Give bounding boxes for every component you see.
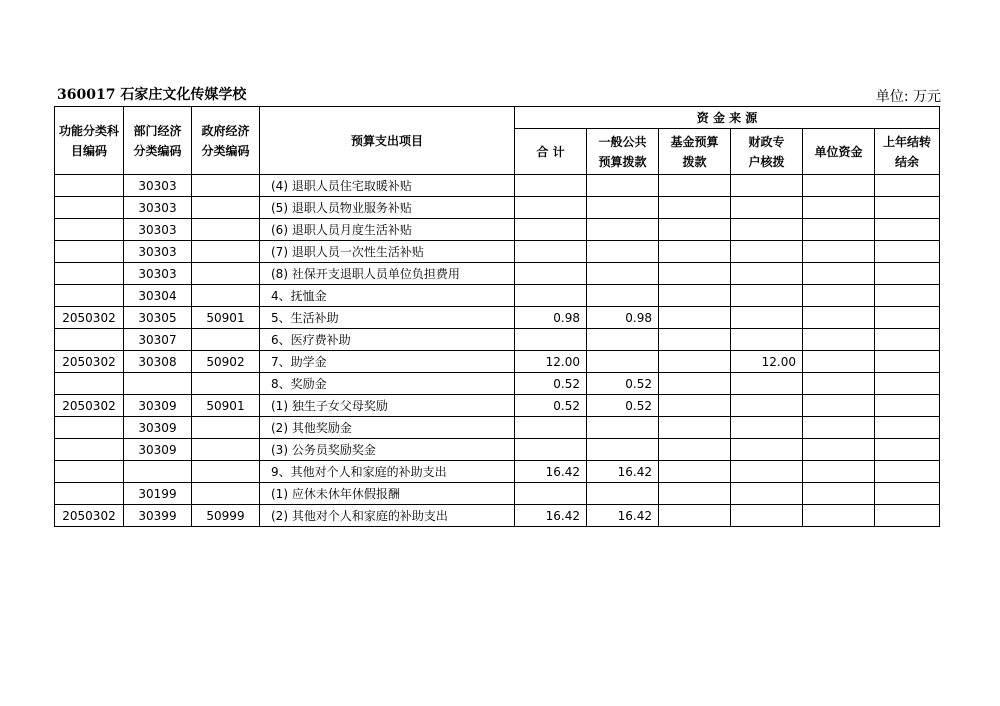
cell-unit-funds [803, 483, 875, 505]
cell-gov-code [192, 373, 260, 395]
cell-gov-code: 50901 [192, 395, 260, 417]
cell-carryover [875, 439, 940, 461]
cell-total: 0.52 [515, 395, 587, 417]
cell-total: 16.42 [515, 461, 587, 483]
cell-func-code [55, 285, 124, 307]
cell-gov-code [192, 483, 260, 505]
cell-dept-code [124, 461, 192, 483]
cell-special [731, 461, 803, 483]
cell-unit-funds [803, 219, 875, 241]
cell-fund [659, 439, 731, 461]
cell-fund [659, 351, 731, 373]
cell-general: 16.42 [587, 461, 659, 483]
header-item: 预算支出项目 [260, 107, 515, 175]
table-row [55, 285, 940, 307]
cell-gov-code [192, 197, 260, 219]
cell-unit-funds [803, 417, 875, 439]
cell-gov-code [192, 285, 260, 307]
cell-fund [659, 395, 731, 417]
cell-special [731, 307, 803, 329]
cell-general [587, 263, 659, 285]
cell-unit-funds [803, 197, 875, 219]
cell-total [515, 197, 587, 219]
cell-carryover [875, 241, 940, 263]
cell-fund [659, 241, 731, 263]
cell-dept-code: 30308 [124, 351, 192, 373]
cell-item: 7、助学金 [260, 351, 515, 373]
cell-general [587, 197, 659, 219]
cell-gov-code [192, 263, 260, 285]
cell-total [515, 263, 587, 285]
cell-func-code [55, 483, 124, 505]
cell-func-code [55, 417, 124, 439]
cell-fund [659, 197, 731, 219]
cell-special [731, 285, 803, 307]
cell-special [731, 417, 803, 439]
cell-item: (4) 退职人员住宅取暖补贴 [260, 175, 515, 197]
header-total: 合 计 [515, 129, 587, 175]
table-row [55, 241, 940, 263]
unit-name-title: 360017 石家庄文化传媒学校 [57, 87, 247, 103]
cell-special [731, 439, 803, 461]
cell-fund [659, 373, 731, 395]
table-row [55, 219, 940, 241]
cell-unit-funds [803, 505, 875, 527]
cell-carryover [875, 219, 940, 241]
cell-item: (6) 退职人员月度生活补贴 [260, 219, 515, 241]
cell-carryover [875, 307, 940, 329]
table-row [55, 461, 940, 483]
table-row [55, 175, 940, 197]
cell-total: 12.00 [515, 351, 587, 373]
cell-general: 0.52 [587, 395, 659, 417]
cell-fund [659, 505, 731, 527]
budget-expenditure-table [54, 106, 940, 527]
header-unit-funds: 单位资金 [803, 129, 875, 175]
cell-total [515, 417, 587, 439]
cell-general [587, 241, 659, 263]
header-func-code: 功能分类科目编码 [55, 107, 124, 175]
unit-label: 单位: 万元 [875, 89, 941, 105]
cell-fund [659, 307, 731, 329]
cell-gov-code: 50902 [192, 351, 260, 373]
cell-dept-code: 30304 [124, 285, 192, 307]
cell-item: (7) 退职人员一次性生活补贴 [260, 241, 515, 263]
cell-special [731, 329, 803, 351]
table-row [55, 483, 940, 505]
table-row [55, 329, 940, 351]
cell-unit-funds [803, 307, 875, 329]
cell-func-code: 2050302 [55, 395, 124, 417]
cell-special [731, 241, 803, 263]
cell-func-code [55, 175, 124, 197]
cell-fund [659, 483, 731, 505]
cell-special [731, 219, 803, 241]
cell-item: (1) 应休未休年休假报酬 [260, 483, 515, 505]
cell-func-code [55, 439, 124, 461]
cell-gov-code [192, 241, 260, 263]
cell-carryover [875, 175, 940, 197]
cell-item: (8) 社保开支退职人员单位负担费用 [260, 263, 515, 285]
table-row [55, 505, 940, 527]
cell-special [731, 263, 803, 285]
table-row [55, 351, 940, 373]
cell-fund [659, 329, 731, 351]
cell-special [731, 483, 803, 505]
cell-carryover [875, 329, 940, 351]
cell-dept-code [124, 373, 192, 395]
cell-fund [659, 263, 731, 285]
cell-carryover [875, 373, 940, 395]
cell-total [515, 219, 587, 241]
cell-gov-code [192, 329, 260, 351]
table-row [55, 197, 940, 219]
cell-total: 16.42 [515, 505, 587, 527]
cell-func-code [55, 461, 124, 483]
cell-item: (3) 公务员奖励奖金 [260, 439, 515, 461]
cell-func-code [55, 329, 124, 351]
cell-carryover [875, 461, 940, 483]
cell-gov-code: 50901 [192, 307, 260, 329]
cell-dept-code: 30303 [124, 241, 192, 263]
header-fund: 基金预算拨款 [659, 129, 731, 175]
cell-special [731, 175, 803, 197]
header-carryover: 上年结转结余 [875, 129, 940, 175]
cell-carryover [875, 197, 940, 219]
cell-dept-code: 30309 [124, 395, 192, 417]
cell-func-code [55, 197, 124, 219]
cell-carryover [875, 285, 940, 307]
cell-general: 0.98 [587, 307, 659, 329]
cell-special [731, 505, 803, 527]
cell-func-code [55, 241, 124, 263]
cell-special [731, 373, 803, 395]
cell-item: 4、抚恤金 [260, 285, 515, 307]
cell-total [515, 241, 587, 263]
table-row [55, 263, 940, 285]
cell-dept-code: 30305 [124, 307, 192, 329]
cell-func-code [55, 219, 124, 241]
cell-unit-funds [803, 263, 875, 285]
cell-total [515, 439, 587, 461]
cell-func-code [55, 373, 124, 395]
cell-general [587, 285, 659, 307]
cell-dept-code: 30303 [124, 175, 192, 197]
cell-special [731, 395, 803, 417]
cell-gov-code [192, 219, 260, 241]
cell-total [515, 285, 587, 307]
cell-total [515, 329, 587, 351]
table-row [55, 417, 940, 439]
cell-total: 0.52 [515, 373, 587, 395]
cell-gov-code [192, 175, 260, 197]
cell-func-code [55, 263, 124, 285]
cell-unit-funds [803, 329, 875, 351]
cell-dept-code: 30307 [124, 329, 192, 351]
cell-general [587, 351, 659, 373]
table-row [55, 307, 940, 329]
cell-special: 12.00 [731, 351, 803, 373]
header-gov-code: 政府经济分类编码 [192, 107, 260, 175]
cell-fund [659, 417, 731, 439]
cell-item: 6、医疗费补助 [260, 329, 515, 351]
header-general: 一般公共预算拨款 [587, 129, 659, 175]
cell-item: (2) 其他对个人和家庭的补助支出 [260, 505, 515, 527]
cell-item: (2) 其他奖励金 [260, 417, 515, 439]
table-row [55, 395, 940, 417]
cell-dept-code: 30303 [124, 197, 192, 219]
cell-unit-funds [803, 285, 875, 307]
cell-item: (1) 独生子女父母奖励 [260, 395, 515, 417]
cell-carryover [875, 263, 940, 285]
cell-general: 16.42 [587, 505, 659, 527]
cell-fund [659, 175, 731, 197]
cell-fund [659, 285, 731, 307]
cell-general: 0.52 [587, 373, 659, 395]
cell-carryover [875, 395, 940, 417]
cell-carryover [875, 417, 940, 439]
table-row [55, 373, 940, 395]
cell-unit-funds [803, 175, 875, 197]
cell-unit-funds [803, 351, 875, 373]
cell-total [515, 483, 587, 505]
cell-item: 9、其他对个人和家庭的补助支出 [260, 461, 515, 483]
cell-dept-code: 30399 [124, 505, 192, 527]
cell-dept-code: 30309 [124, 439, 192, 461]
cell-carryover [875, 351, 940, 373]
header-special: 财政专户核拨 [731, 129, 803, 175]
cell-total [515, 175, 587, 197]
cell-gov-code: 50999 [192, 505, 260, 527]
cell-general [587, 483, 659, 505]
cell-unit-funds [803, 439, 875, 461]
cell-general [587, 175, 659, 197]
cell-general [587, 439, 659, 461]
cell-dept-code: 30303 [124, 263, 192, 285]
cell-item: 8、奖励金 [260, 373, 515, 395]
cell-dept-code: 30199 [124, 483, 192, 505]
cell-func-code: 2050302 [55, 505, 124, 527]
table-row [55, 439, 940, 461]
cell-unit-funds [803, 395, 875, 417]
cell-special [731, 197, 803, 219]
cell-unit-funds [803, 461, 875, 483]
cell-carryover [875, 483, 940, 505]
header-dept-code: 部门经济分类编码 [124, 107, 192, 175]
cell-general [587, 219, 659, 241]
cell-total: 0.98 [515, 307, 587, 329]
cell-fund [659, 461, 731, 483]
cell-general [587, 417, 659, 439]
cell-carryover [875, 505, 940, 527]
cell-func-code: 2050302 [55, 351, 124, 373]
cell-dept-code: 30309 [124, 417, 192, 439]
cell-item: 5、生活补助 [260, 307, 515, 329]
cell-func-code: 2050302 [55, 307, 124, 329]
cell-item: (5) 退职人员物业服务补贴 [260, 197, 515, 219]
cell-unit-funds [803, 373, 875, 395]
cell-gov-code [192, 461, 260, 483]
header-funding-source: 资 金 来 源 [515, 107, 940, 129]
cell-fund [659, 219, 731, 241]
cell-dept-code: 30303 [124, 219, 192, 241]
cell-general [587, 329, 659, 351]
cell-gov-code [192, 417, 260, 439]
cell-gov-code [192, 439, 260, 461]
cell-unit-funds [803, 241, 875, 263]
